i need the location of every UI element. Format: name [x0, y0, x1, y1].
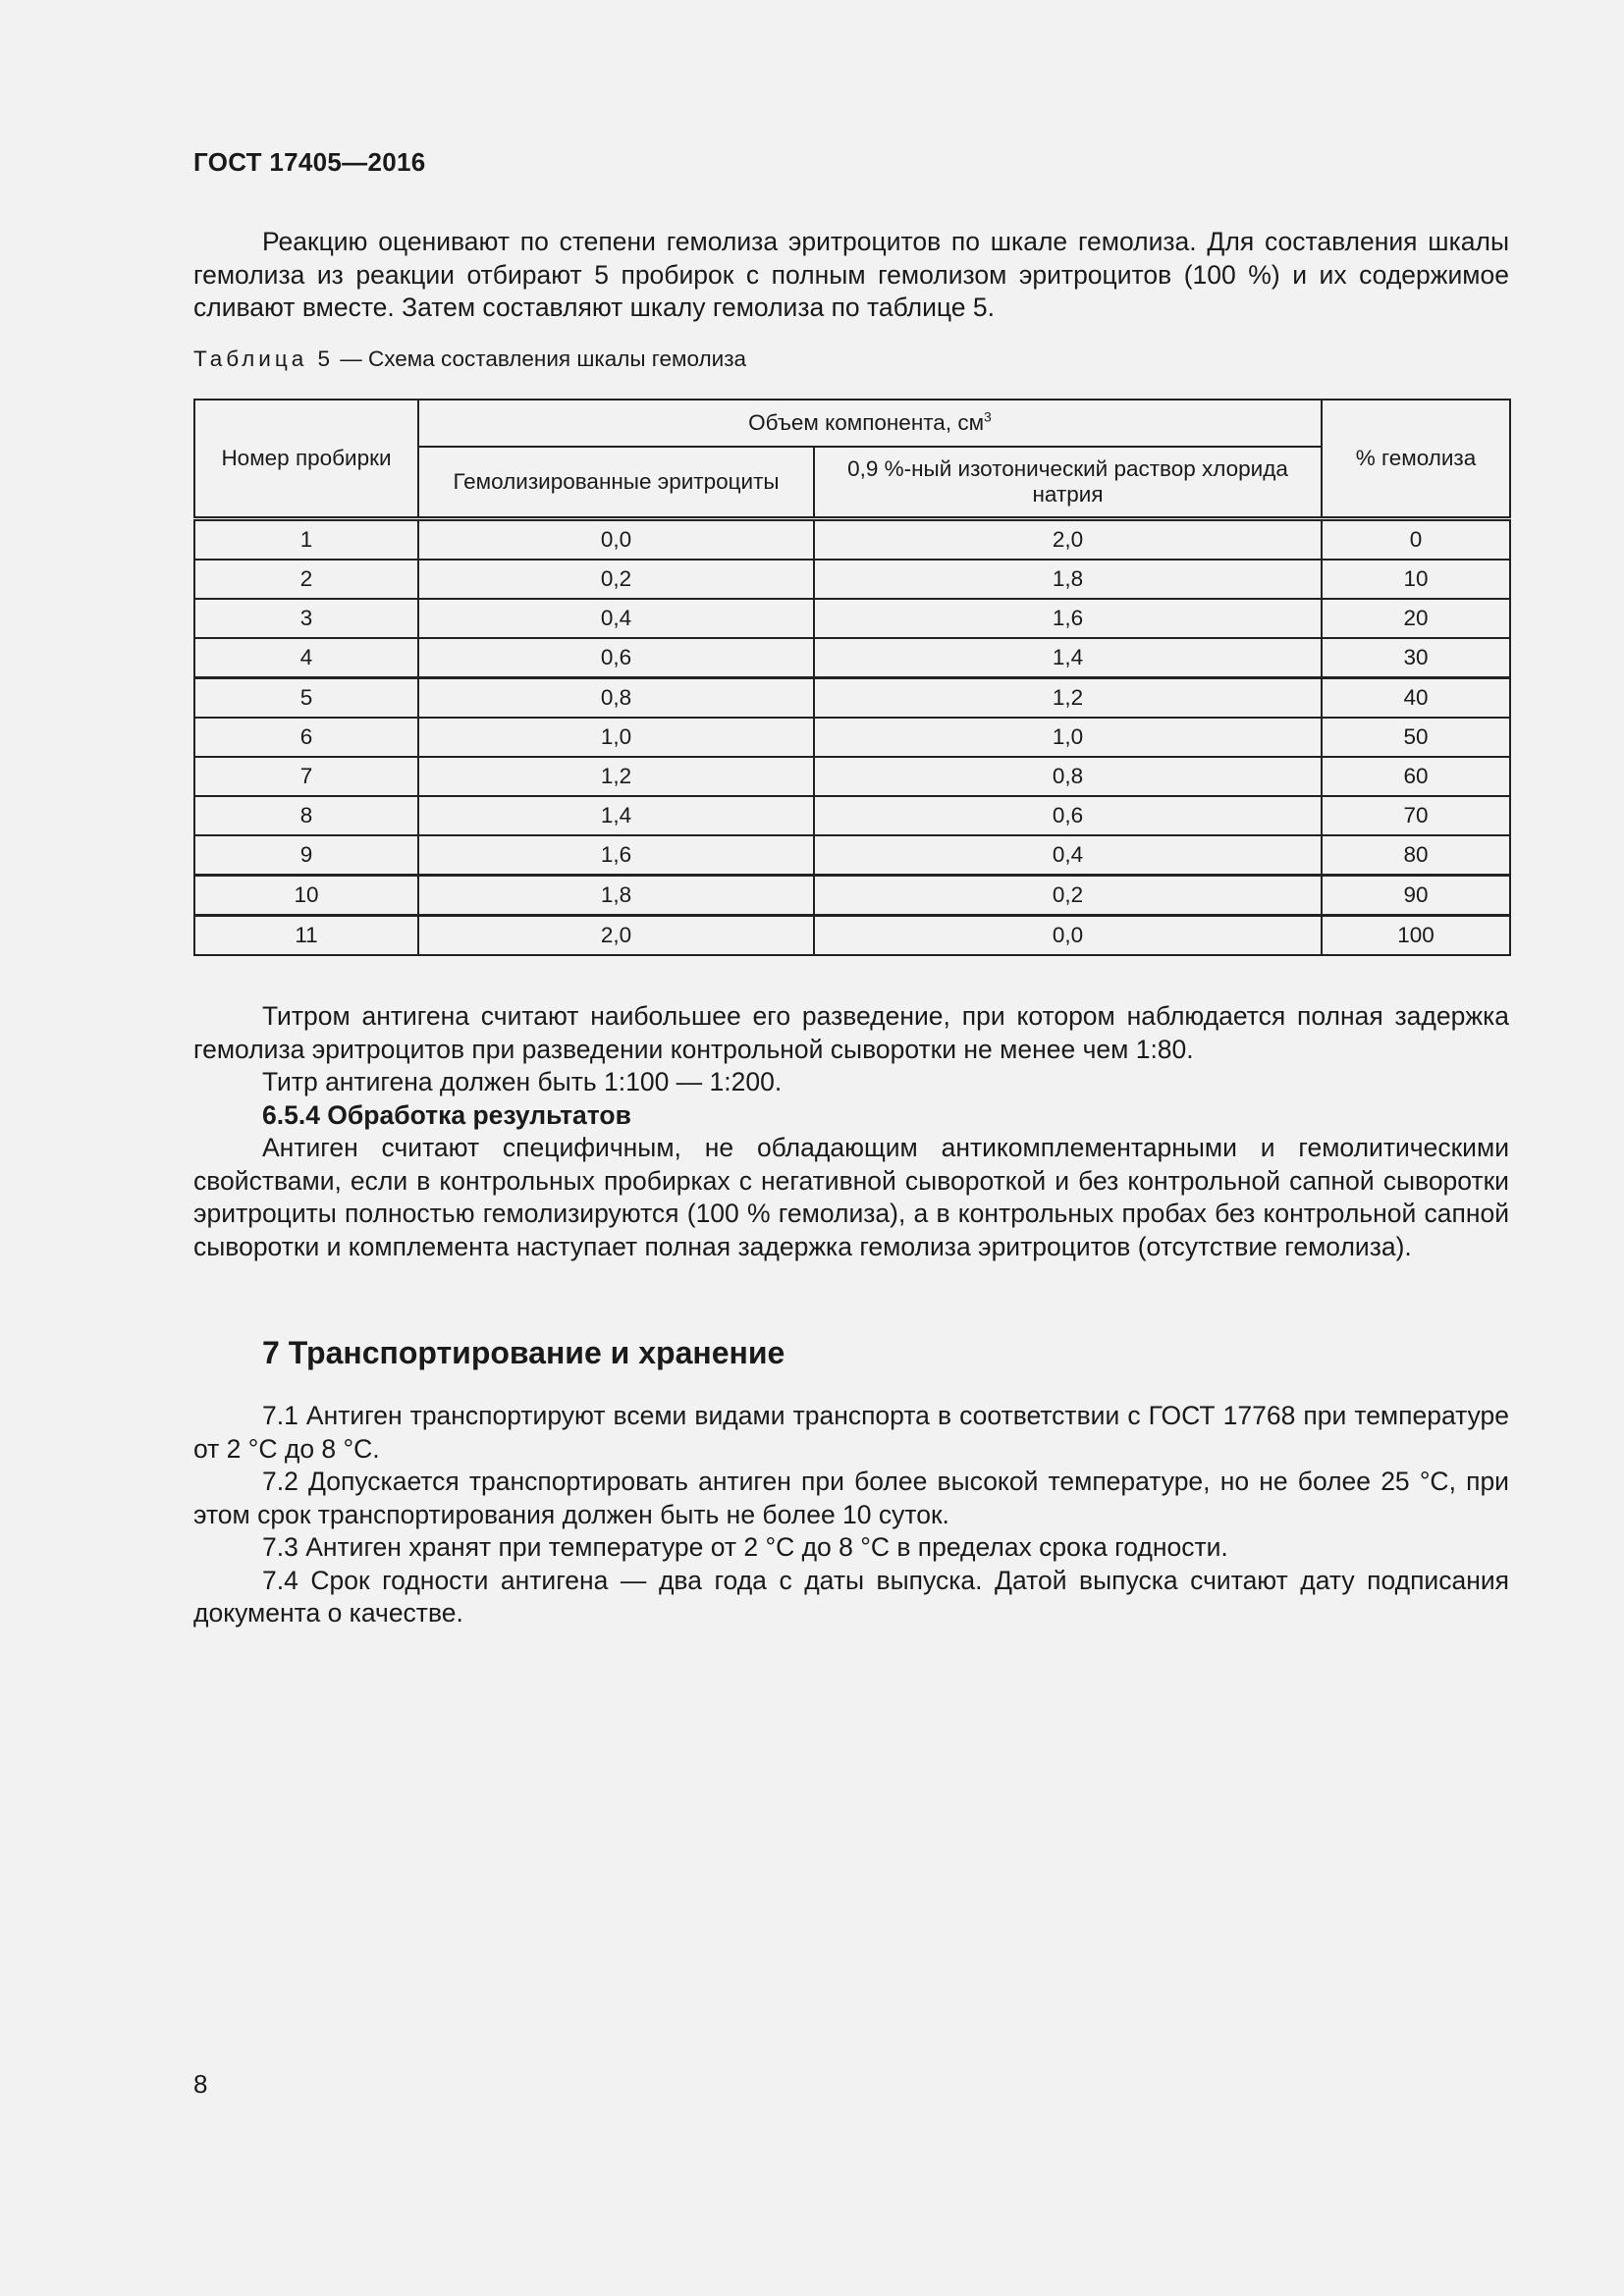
clause-7-2: 7.2 Допускается транспортировать антиген при более высокой температуре, но не более 25 °С, при этом срок транспортирования должен быть не более 10 суток. [193, 1467, 1509, 1529]
cell-tube-number: 5 [194, 678, 418, 719]
cell-tube-number: 11 [194, 916, 418, 956]
cell-hemolyzed: 1,2 [418, 757, 814, 796]
cell-tube-number: 4 [194, 638, 418, 678]
table-caption [193, 347, 746, 372]
cell-tube-number: 7 [194, 757, 418, 796]
header-component-volume-sup: 3 [984, 408, 992, 425]
table-row [194, 835, 1510, 876]
section-7-title: 7 Транспортирование и хранение [262, 1335, 785, 1370]
cell-hemolyzed: 1,0 [418, 718, 814, 757]
table-row [194, 638, 1510, 678]
cell-saline: 2,0 [814, 519, 1322, 561]
cell-hemolyzed: 0,2 [418, 560, 814, 599]
cell-hemolysis-percent: 10 [1322, 560, 1510, 599]
cell-hemolyzed: 1,4 [418, 796, 814, 835]
cell-saline: 0,0 [814, 916, 1322, 956]
table-row [194, 796, 1510, 835]
document-header: ГОСТ 17405—2016 [193, 147, 426, 177]
cell-saline: 0,8 [814, 757, 1322, 796]
cell-hemolysis-percent: 80 [1322, 835, 1510, 876]
table-row [194, 560, 1510, 599]
cell-hemolyzed: 1,8 [418, 876, 814, 916]
after-table-section [193, 1000, 1509, 1263]
cell-hemolysis-percent: 60 [1322, 757, 1510, 796]
cell-tube-number: 6 [194, 718, 418, 757]
table-row [194, 916, 1510, 956]
subsection-heading-654: 6.5.4 Обработка результатов [262, 1099, 631, 1130]
antigen-titer-paragraph: Титром антигена считают наибольшее его разведение, при котором наблюдается полная задержка гемолиза эритроцитов при разведении контрольной сыворотки не менее чем 1:80. [193, 1001, 1509, 1064]
cell-hemolysis-percent: 30 [1322, 638, 1510, 678]
clause-7-4: 7.4 Срок годности антигена — два года с даты выпуска. Датой выпуска считают дату подписания документа о качестве. [193, 1565, 1509, 1628]
page-number: 8 [193, 2069, 208, 2099]
cell-saline: 1,8 [814, 560, 1322, 599]
hemolysis-scale-table-wrap [193, 399, 1509, 956]
table-caption-prefix: Таблица 5 [193, 347, 334, 371]
cell-saline: 0,2 [814, 876, 1322, 916]
cell-tube-number: 2 [194, 560, 418, 599]
cell-saline: 1,2 [814, 678, 1322, 719]
section-7-body [193, 1400, 1509, 1630]
cell-saline: 0,4 [814, 835, 1322, 876]
cell-hemolyzed: 0,6 [418, 638, 814, 678]
table-row [194, 519, 1510, 561]
cell-hemolyzed: 0,8 [418, 678, 814, 719]
header-tube-number: Номер пробирки [194, 400, 418, 519]
cell-hemolyzed: 1,6 [418, 835, 814, 876]
header-component-volume-text: Объем компонента, см [748, 410, 985, 435]
hemolysis-scale-table [193, 399, 1511, 956]
table-row [194, 876, 1510, 916]
cell-saline: 1,6 [814, 599, 1322, 638]
cell-hemolysis-percent: 70 [1322, 796, 1510, 835]
intro-section [193, 226, 1509, 325]
table-row [194, 718, 1510, 757]
header-saline-solution: 0,9 %-ный изотонический раствор хлорида натрия [814, 447, 1322, 519]
cell-hemolysis-percent: 40 [1322, 678, 1510, 719]
clause-7-3: 7.3 Антиген хранят при температуре от 2 °С до 8 °С в пределах срока годности. [262, 1532, 1228, 1562]
cell-tube-number: 3 [194, 599, 418, 638]
intro-paragraph: Реакцию оценивают по степени гемолиза эритроцитов по шкале гемолиза. Для составления шкалы гемолиза из реакции отбирают 5 пробирок с полным гемолизом эритроцитов (100 %) и их содержимое сливают вместе. Затем составляют шкалу гемолиза по таблице 5. [193, 227, 1509, 322]
cell-tube-number: 1 [194, 519, 418, 561]
cell-saline: 1,4 [814, 638, 1322, 678]
cell-hemolyzed: 0,4 [418, 599, 814, 638]
cell-hemolysis-percent: 90 [1322, 876, 1510, 916]
cell-hemolysis-percent: 0 [1322, 519, 1510, 561]
table-row [194, 599, 1510, 638]
table-row [194, 757, 1510, 796]
header-hemolyzed-erythrocytes: Гемолизированные эритроциты [418, 447, 814, 519]
table-caption-text: — Схема составления шкалы гемолиза [334, 347, 747, 371]
cell-hemolyzed: 2,0 [418, 916, 814, 956]
cell-hemolyzed: 0,0 [418, 519, 814, 561]
clause-7-1: 7.1 Антиген транспортируют всеми видами транспорта в соответствии с ГОСТ 17768 при температуре от 2 °С до 8 °С. [193, 1401, 1509, 1464]
cell-hemolysis-percent: 50 [1322, 718, 1510, 757]
header-hemolysis-percent: % гемолиза [1322, 400, 1510, 519]
header-component-volume [418, 400, 1322, 447]
antigen-titer-range-paragraph: Титр антигена должен быть 1:100 — 1:200. [262, 1067, 783, 1096]
cell-tube-number: 9 [194, 835, 418, 876]
cell-saline: 0,6 [814, 796, 1322, 835]
cell-hemolysis-percent: 100 [1322, 916, 1510, 956]
cell-tube-number: 10 [194, 876, 418, 916]
results-processing-paragraph: Антиген считают специфичным, не обладающим антикомплементарными и гемолитическими свойствами, если в контрольных пробирках с негативной сывороткой и без контрольной сапной сыворотки эритроциты полностью гемолизируются (100 % гемолиза), а в контрольных пробах без контрольной сапной сыворотки и комплемента наступает полная задержка гемолиза эритроцитов (отсутствие гемолиза). [193, 1133, 1509, 1261]
cell-hemolysis-percent: 20 [1322, 599, 1510, 638]
table-row [194, 678, 1510, 719]
cell-saline: 1,0 [814, 718, 1322, 757]
cell-tube-number: 8 [194, 796, 418, 835]
